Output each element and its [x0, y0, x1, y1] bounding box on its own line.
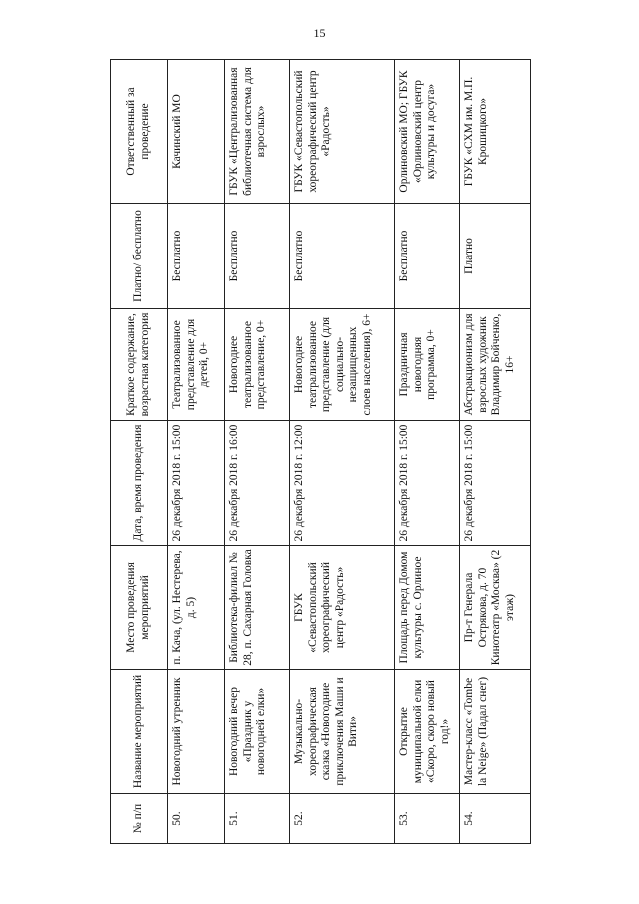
table-header-row — [111, 60, 168, 844]
event-datetime: 26 декабря 2018 г. 16:00 — [225, 421, 290, 546]
row-number: 52. — [290, 794, 395, 844]
header-cell-number: № п/п — [111, 794, 168, 844]
event-place: Библиотека-филиал № 28, п. Сахарная Головка — [225, 546, 290, 670]
event-payment: Бесплатно — [290, 204, 395, 309]
events-table — [110, 59, 531, 844]
event-content: Новогоднее театрализованное представление (для социально-незащищенных слоев населения), 6+ — [290, 309, 395, 421]
event-datetime: 26 декабря 2018 г. 12:00 — [290, 421, 395, 546]
event-place: п. Кача, (ул. Нестерева, д. 5) — [168, 546, 225, 670]
row-number: 50. — [168, 794, 225, 844]
event-content: Новогоднее театрализованное представление, 0+ — [225, 309, 290, 421]
rotated-table-container — [110, 60, 530, 844]
row-number: 51. — [225, 794, 290, 844]
event-responsible: ГБУК «Централизованная библиотечная система для взрослых» — [225, 60, 290, 204]
event-payment: Бесплатно — [395, 204, 460, 309]
header-cell-payment: Платно/ бесплатно — [111, 204, 168, 309]
row-number: 53. — [395, 794, 460, 844]
event-content: Театрализованное представление для детей, 0+ — [168, 309, 225, 421]
event-responsible: Орлиновский МО; ГБУК «Орлиновский центр культуры и досуга» — [395, 60, 460, 204]
table-row — [225, 60, 290, 844]
event-content: Праздничная новогодняя программа, 0+ — [395, 309, 460, 421]
event-content: Абстракционизм для взрослых художник Владимир Бойченко, 16+ — [460, 309, 531, 421]
event-name: Новогодний утренник — [168, 670, 225, 794]
event-place: ГБУК «Севастопольский хореографический центр «Радость» — [290, 546, 395, 670]
event-name: Мастер-класс «Tombe la Neige» (Падал снег) — [460, 670, 531, 794]
event-place: Площадь перед Домом культуры с. Орлиное — [395, 546, 460, 670]
table-row — [395, 60, 460, 844]
event-name: Музыкально-хореографическая сказка «Новогодние приключения Маши и Вити» — [290, 670, 395, 794]
event-place: Пр-т Генерала Острякова, д. 70 Кинотеатр «Москва» (2 этаж) — [460, 546, 531, 670]
event-name: Открытие муниципальной елки «Скоро, скоро новый год!» — [395, 670, 460, 794]
event-responsible: Качинский МО — [168, 60, 225, 204]
header-cell-responsible: Ответственный за проведение — [111, 60, 168, 204]
event-payment: Бесплатно — [225, 204, 290, 309]
header-cell-name: Название мероприятий — [111, 670, 168, 794]
event-payment: Бесплатно — [168, 204, 225, 309]
event-responsible: ГБУК «СХМ им. М.П. Крошицкого» — [460, 60, 531, 204]
event-responsible: ГБУК «Севастопольский хореографический центр «Радость» — [290, 60, 395, 204]
header-cell-place: Место проведения мероприятий — [111, 546, 168, 670]
table-row — [460, 60, 531, 844]
table-row — [290, 60, 395, 844]
table-row — [168, 60, 225, 844]
event-payment: Платно — [460, 204, 531, 309]
event-datetime: 26 декабря 2018 г. 15:00 — [395, 421, 460, 546]
event-name: Новогодний вечер «Праздник у новогодней елки» — [225, 670, 290, 794]
page-number: 15 — [313, 26, 326, 40]
header-cell-content: Краткое содержание, возрастная категория — [111, 309, 168, 421]
event-datetime: 26 декабря 2018 г. 15:00 — [168, 421, 225, 546]
header-cell-datetime: Дата, время проведения — [111, 421, 168, 546]
event-datetime: 26 декабря 2018 г. 15:00 — [460, 421, 531, 546]
row-number: 54. — [460, 794, 531, 844]
